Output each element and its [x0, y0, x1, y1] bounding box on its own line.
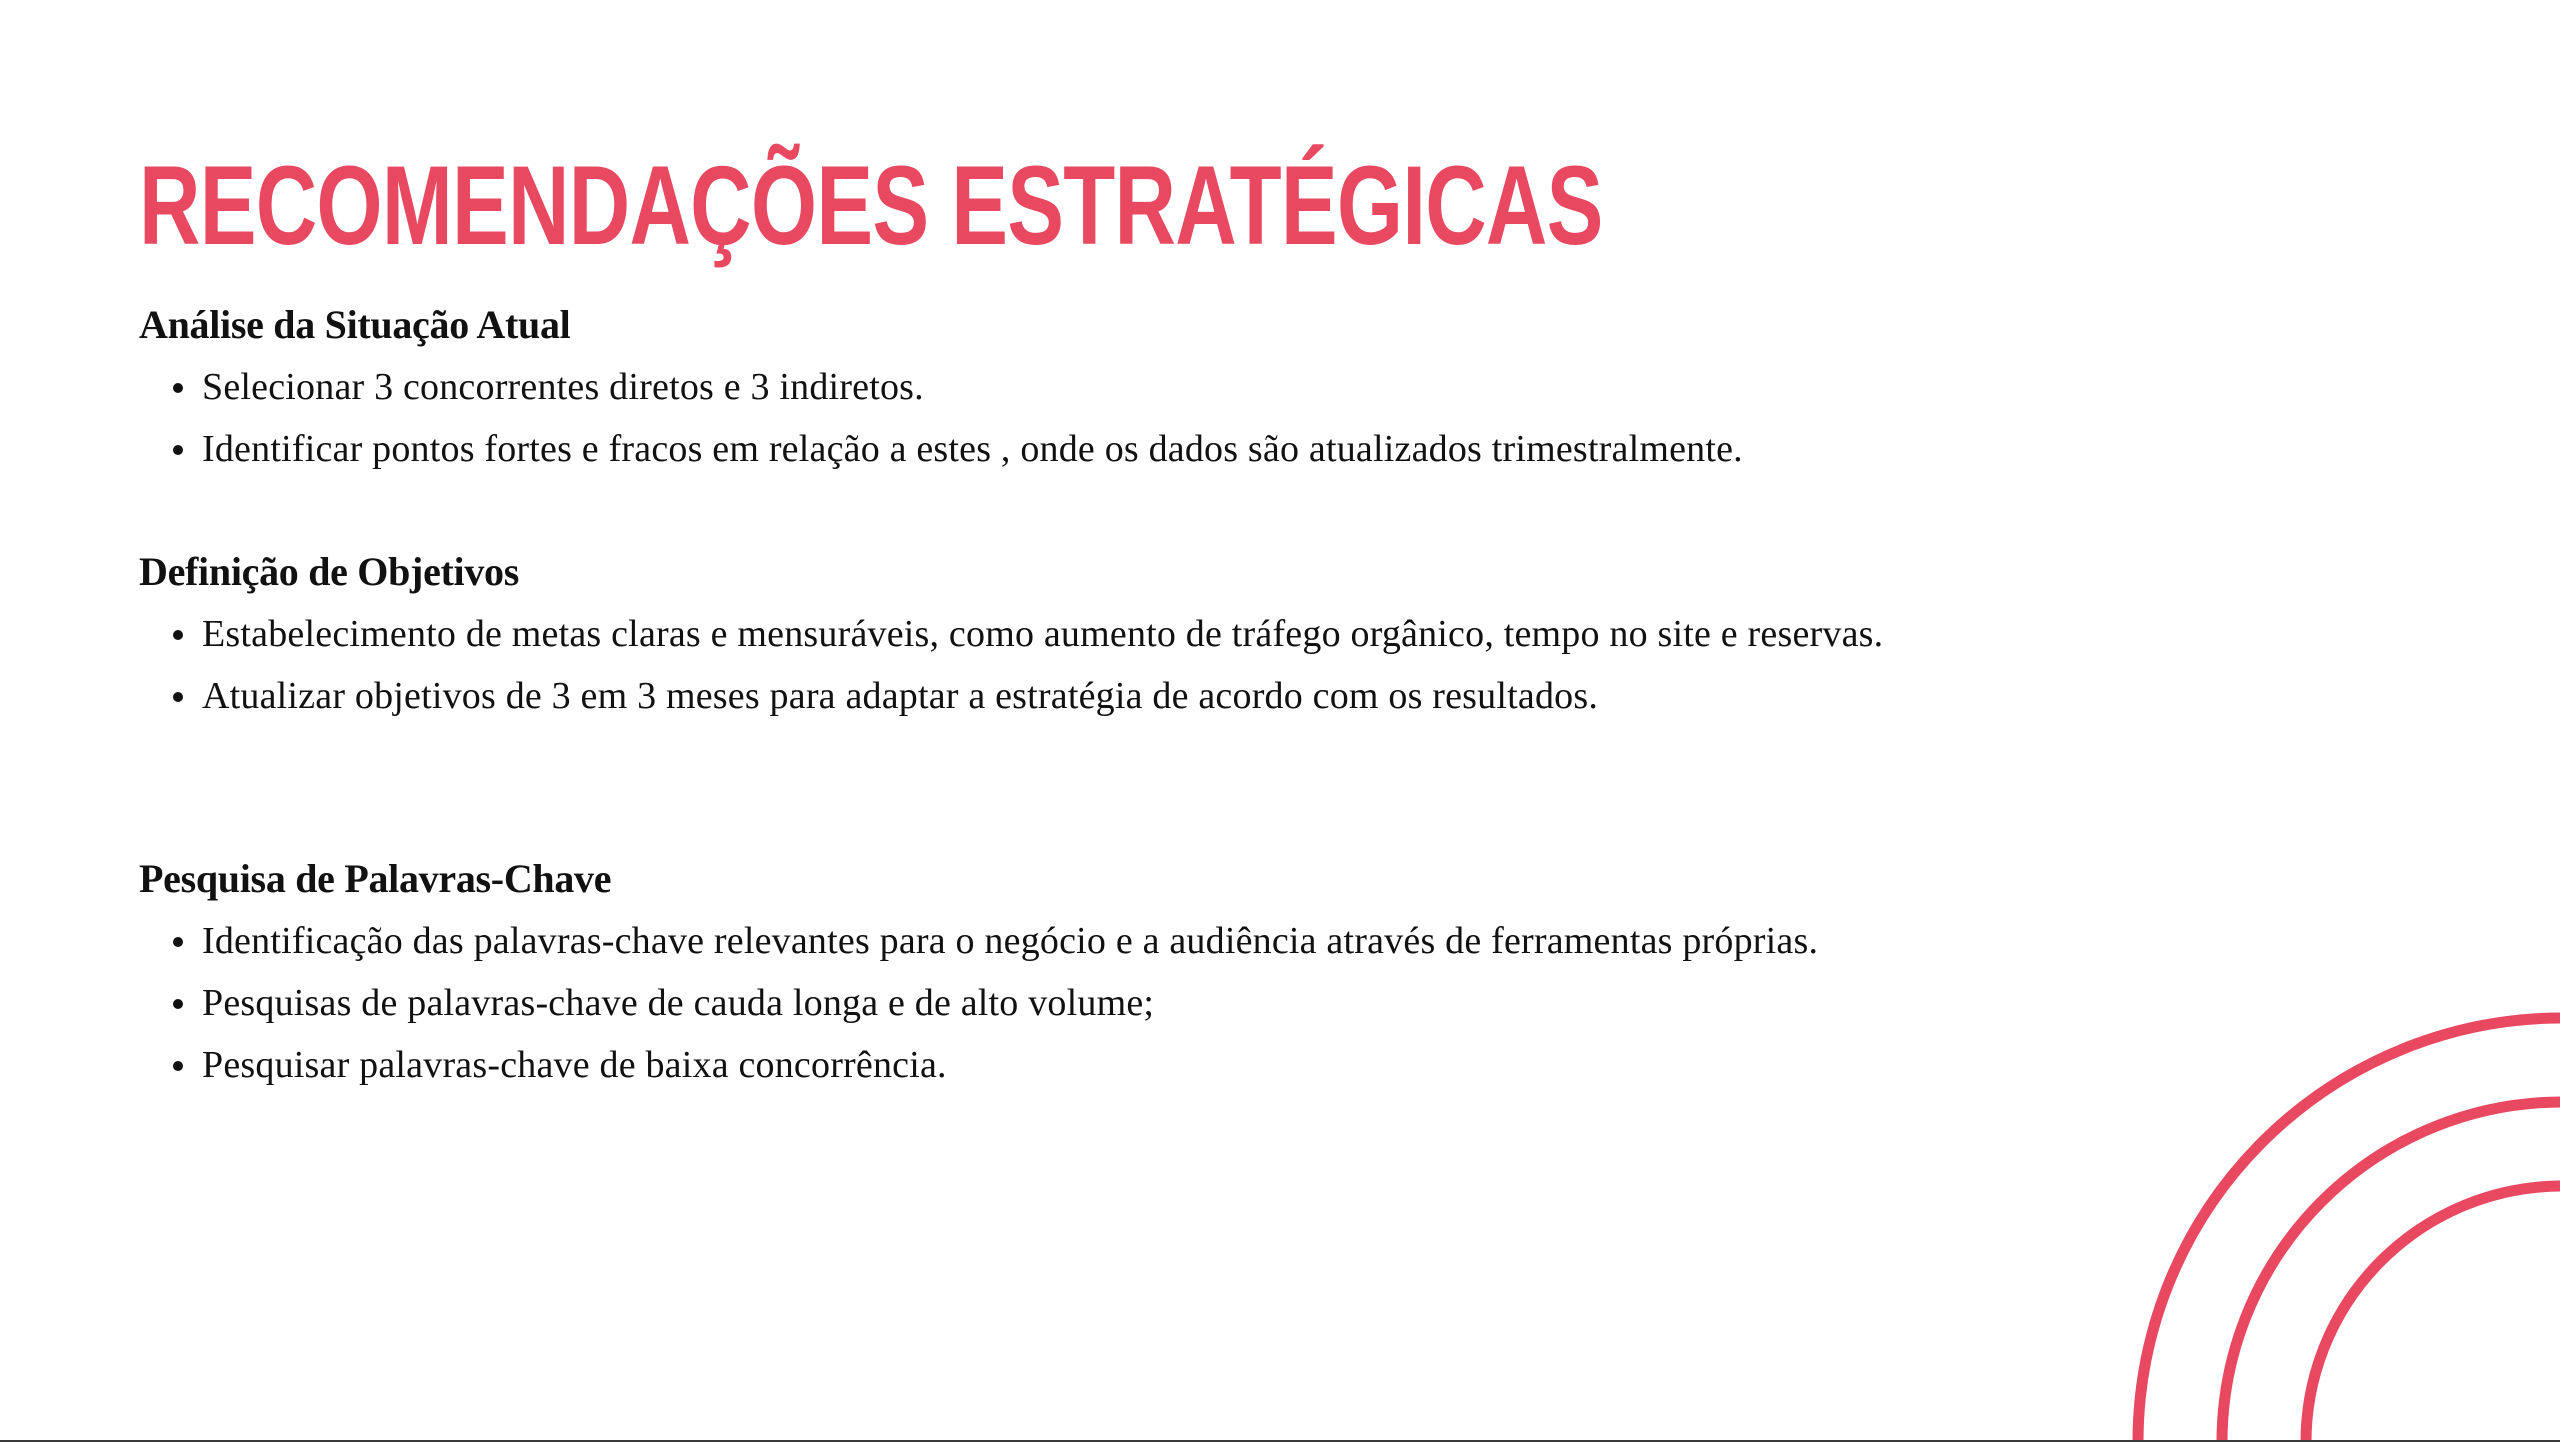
- arc-middle: [2222, 1102, 2560, 1442]
- section-heading: Definição de Objetivos: [139, 549, 520, 594]
- arc-inner: [2306, 1186, 2560, 1442]
- list-item: Estabelecimento de metas claras e mensuráveis, como aumento de tráfego orgânico, tempo no site e reservas.: [202, 603, 2009, 665]
- list-item: Identificação das palavras-chave relevantes para o negócio e a audiência através de ferramentas próprias.: [202, 910, 2009, 972]
- list-item: Identificar pontos fortes e fracos em relação a estes , onde os dados são atualizados trimestralmente.: [202, 418, 2009, 480]
- list-item: Selecionar 3 concorrentes diretos e 3 indiretos.: [202, 356, 2009, 418]
- page-title: RECOMENDAÇÕES ESTRATÉGICAS: [139, 143, 1603, 268]
- section-heading: Pesquisa de Palavras-Chave: [139, 856, 612, 901]
- list-item: Pesquisar palavras-chave de baixa concorrência.: [202, 1034, 2009, 1096]
- arc-outer: [2138, 1018, 2560, 1442]
- list-item: Atualizar objetivos de 3 em 3 meses para adaptar a estratégia de acordo com os resultados.: [202, 665, 2009, 727]
- list-item: Pesquisas de palavras-chave de cauda longa e de alto volume;: [202, 972, 2009, 1034]
- section-heading: Análise da Situação Atual: [139, 302, 571, 347]
